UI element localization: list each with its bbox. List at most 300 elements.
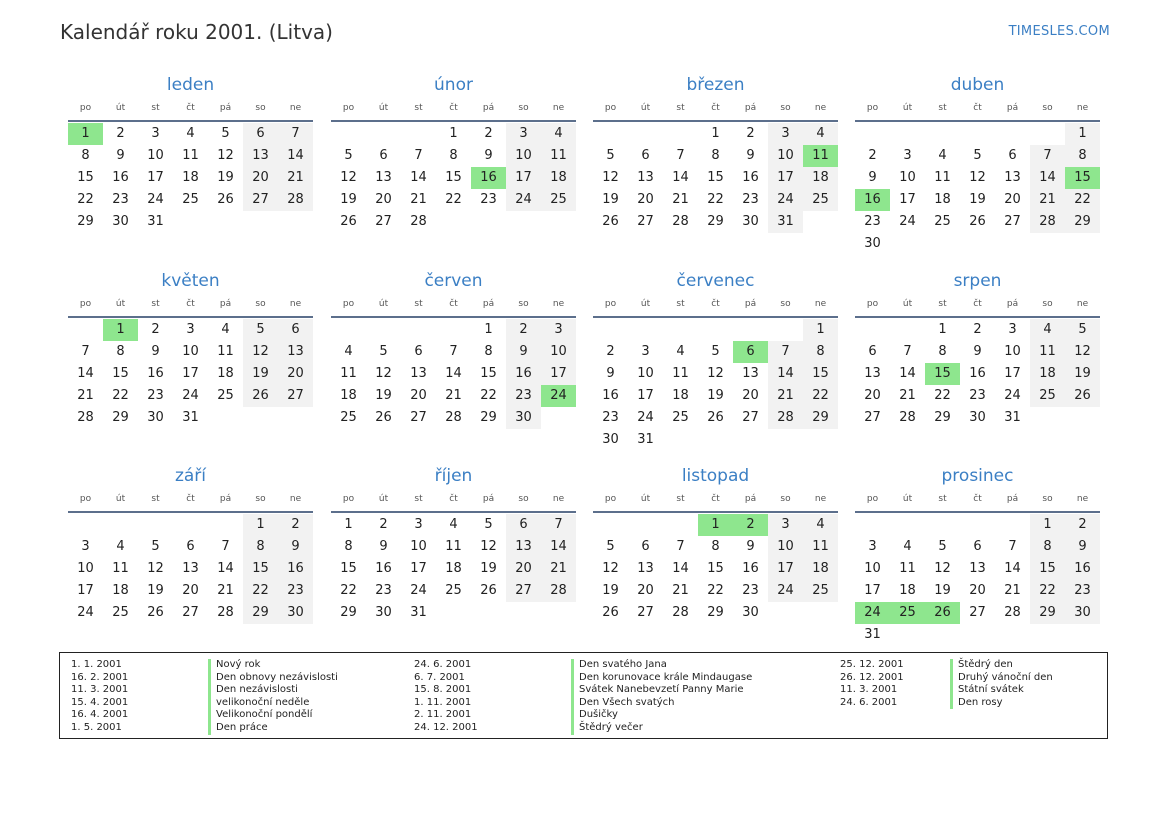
day-cell: 9 <box>746 539 755 554</box>
day-cell: 1 <box>344 517 353 532</box>
month-name: únor <box>434 75 473 95</box>
weekday-label: čt <box>449 103 458 113</box>
legend-date: 25. 12. 2001 <box>840 659 904 670</box>
day-cell: 21 <box>768 385 803 407</box>
day-cell: 23 <box>112 192 129 207</box>
day-cell: 14 <box>672 561 689 576</box>
day-cell: 27 <box>506 580 541 602</box>
weekday-label: po <box>342 494 355 504</box>
day-cell: 27 <box>182 605 199 620</box>
day-cell: 19 <box>602 192 619 207</box>
day-cell: 24 <box>506 189 541 211</box>
empty-cell <box>366 319 401 341</box>
day-cell: 21 <box>77 388 94 403</box>
day-cell: 5 <box>221 126 230 141</box>
day-cell: 11 <box>182 148 199 163</box>
day-cell: 25 <box>672 410 689 425</box>
day-cell: 18 <box>340 388 357 403</box>
weekday-header <box>593 96 838 122</box>
days-grid <box>331 514 576 624</box>
weekday-label: pá <box>219 494 232 504</box>
weekday-header <box>331 292 576 318</box>
empty-cell <box>1030 123 1065 145</box>
weekday-label: čt <box>711 103 720 113</box>
empty-cell <box>768 319 803 341</box>
legend-holiday-name: Den korunovace krále Mindaugase <box>571 672 752 685</box>
day-cell: 18 <box>803 167 838 189</box>
day-cell: 8 <box>243 536 278 558</box>
day-cell: 26 <box>602 605 619 620</box>
weekday-header <box>855 96 1100 122</box>
weekday-label: po <box>866 494 879 504</box>
day-cell: 7 <box>278 123 313 145</box>
weekday-label: so <box>518 494 529 504</box>
day-cell: 26 <box>1065 385 1100 407</box>
day-cell: 8 <box>938 344 947 359</box>
day-cell: 22 <box>243 580 278 602</box>
weekday-header <box>68 292 313 318</box>
weekday-label: čt <box>186 103 195 113</box>
day-cell: 6 <box>641 539 650 554</box>
day-cell: 11 <box>934 170 951 185</box>
day-cell: 22 <box>1030 580 1065 602</box>
day-cell: 2 <box>506 319 541 341</box>
day-cell: 6 <box>641 148 650 163</box>
day-cell: 9 <box>973 344 982 359</box>
weekday-label: ne <box>1076 299 1089 309</box>
weekday-label: so <box>255 103 266 113</box>
weekday-label: pá <box>482 494 495 504</box>
day-cell: 19 <box>147 583 164 598</box>
weekday-label: so <box>780 494 791 504</box>
day-cell: 14 <box>278 145 313 167</box>
day-cell: 28 <box>768 407 803 429</box>
day-cell: 6 <box>1008 148 1017 163</box>
day-cell: 29 <box>707 605 724 620</box>
day-cell: 22 <box>803 385 838 407</box>
day-cell: 21 <box>445 388 462 403</box>
weekday-label: čt <box>449 494 458 504</box>
day-cell: 6 <box>506 514 541 536</box>
legend-date: 6. 7. 2001 <box>414 671 465 683</box>
day-cell: 11 <box>1030 341 1065 363</box>
day-cell: 25 <box>1030 385 1065 407</box>
weekday-label: so <box>780 103 791 113</box>
weekday-label: pá <box>482 299 495 309</box>
day-cell: 7 <box>81 344 90 359</box>
day-cell: 20 <box>864 388 881 403</box>
day-cell: 7 <box>541 514 576 536</box>
weekday-label: ne <box>552 494 565 504</box>
legend-holiday-name: velikonoční neděle <box>208 697 309 710</box>
day-cell: 30 <box>147 410 164 425</box>
day-cell: 24 <box>147 192 164 207</box>
day-cell: 8 <box>484 344 493 359</box>
empty-cell <box>436 319 471 341</box>
day-cell: 9 <box>379 539 388 554</box>
day-cell: 25 <box>934 214 951 229</box>
day-cell: 14 <box>1004 561 1021 576</box>
day-cell: 17 <box>768 558 803 580</box>
month-name: duben <box>950 75 1005 95</box>
month-4 <box>855 74 1100 255</box>
day-cell: 5 <box>606 148 615 163</box>
day-cell: 23 <box>506 385 541 407</box>
day-cell: 1 <box>938 322 947 337</box>
day-cell: 5 <box>938 539 947 554</box>
legend-date: 16. 2. 2001 <box>71 671 129 683</box>
day-cell: 3 <box>414 517 423 532</box>
day-cell: 24 <box>855 602 890 624</box>
day-cell: 26 <box>340 214 357 229</box>
day-cell: 11 <box>672 366 689 381</box>
weekday-label: pá <box>1006 103 1019 113</box>
legend-holiday-name: Nový rok <box>208 659 260 672</box>
day-cell: 15 <box>243 558 278 580</box>
empty-cell <box>855 319 890 341</box>
day-cell: 2 <box>278 514 313 536</box>
days-grid <box>855 514 1100 646</box>
day-cell: 13 <box>969 561 986 576</box>
day-cell: 26 <box>602 214 619 229</box>
day-cell: 31 <box>410 605 427 620</box>
day-cell: 23 <box>147 388 164 403</box>
day-cell: 5 <box>344 148 353 163</box>
day-cell: 20 <box>637 192 654 207</box>
days-grid <box>593 319 838 451</box>
weekday-label: st <box>151 299 160 309</box>
day-cell: 4 <box>938 148 947 163</box>
day-cell: 18 <box>899 583 916 598</box>
day-cell: 12 <box>602 561 619 576</box>
empty-cell <box>103 514 138 536</box>
day-cell: 30 <box>864 236 881 251</box>
day-cell: 17 <box>864 583 881 598</box>
weekday-label: st <box>414 494 423 504</box>
day-cell: 13 <box>375 170 392 185</box>
day-cell: 3 <box>868 539 877 554</box>
empty-cell <box>925 123 960 145</box>
day-cell: 8 <box>449 148 458 163</box>
day-cell: 18 <box>182 170 199 185</box>
page-title: Kalendář roku 2001. (Litva) <box>60 20 333 44</box>
legend-date: 11. 3. 2001 <box>840 684 898 696</box>
weekday-label: so <box>1042 103 1053 113</box>
day-cell: 30 <box>1065 602 1100 624</box>
day-cell: 1 <box>243 514 278 536</box>
day-cell: 31 <box>182 410 199 425</box>
legend-date: 1. 11. 2001 <box>414 696 472 708</box>
weekday-label: po <box>604 299 617 309</box>
day-cell: 29 <box>243 602 278 624</box>
day-cell: 20 <box>375 192 392 207</box>
day-cell: 16 <box>112 170 129 185</box>
weekday-label: pá <box>1006 494 1019 504</box>
day-cell: 15 <box>340 561 357 576</box>
month-name: srpen <box>953 271 1002 291</box>
day-cell: 15 <box>707 561 724 576</box>
weekday-label: po <box>866 299 879 309</box>
legend-date: 1. 5. 2001 <box>71 722 122 733</box>
day-cell: 8 <box>1030 536 1065 558</box>
month-name: leden <box>166 75 215 95</box>
day-cell: 31 <box>864 627 881 642</box>
day-cell: 25 <box>803 580 838 602</box>
weekday-label: st <box>938 494 947 504</box>
day-cell: 24 <box>410 583 427 598</box>
day-cell: 26 <box>480 583 497 598</box>
day-cell: 30 <box>506 407 541 429</box>
month-name: listopad <box>681 466 750 486</box>
weekday-label: út <box>640 299 651 309</box>
day-cell: 28 <box>1030 211 1065 233</box>
day-cell: 12 <box>243 341 278 363</box>
weekday-label: út <box>378 494 389 504</box>
weekday-label: pá <box>219 299 232 309</box>
day-cell: 5 <box>484 517 493 532</box>
weekday-label: út <box>378 103 389 113</box>
day-cell: 16 <box>969 366 986 381</box>
month-1 <box>68 74 313 233</box>
empty-cell <box>208 514 243 536</box>
legend-holiday-name: Státní svátek <box>950 684 1024 697</box>
day-cell: 20 <box>243 167 278 189</box>
day-cell: 22 <box>1065 189 1100 211</box>
weekday-header <box>593 292 838 318</box>
day-cell: 21 <box>278 167 313 189</box>
month-5 <box>68 270 313 429</box>
day-cell: 19 <box>602 583 619 598</box>
month-name: květen <box>161 271 220 291</box>
day-cell: 16 <box>1065 558 1100 580</box>
weekday-label: so <box>1042 494 1053 504</box>
day-cell: 15 <box>1065 167 1100 189</box>
day-cell: 17 <box>637 388 654 403</box>
weekday-label: ne <box>1076 494 1089 504</box>
day-cell: 18 <box>217 366 234 381</box>
day-cell: 26 <box>243 385 278 407</box>
day-cell: 2 <box>116 126 125 141</box>
legend-date: 15. 4. 2001 <box>71 696 129 708</box>
days-grid <box>68 514 313 624</box>
day-cell: 2 <box>379 517 388 532</box>
day-cell: 21 <box>1030 189 1065 211</box>
day-cell: 30 <box>969 410 986 425</box>
day-cell: 6 <box>243 123 278 145</box>
day-cell: 7 <box>1008 539 1017 554</box>
day-cell: 29 <box>112 410 129 425</box>
day-cell: 4 <box>541 123 576 145</box>
day-cell: 16 <box>147 366 164 381</box>
day-cell: 15 <box>445 170 462 185</box>
weekday-header <box>855 292 1100 318</box>
weekday-label: st <box>151 103 160 113</box>
weekday-label: po <box>604 103 617 113</box>
day-cell: 17 <box>147 170 164 185</box>
day-cell: 4 <box>344 344 353 359</box>
day-cell: 10 <box>410 539 427 554</box>
day-cell: 15 <box>112 366 129 381</box>
day-cell: 20 <box>742 388 759 403</box>
weekday-label: st <box>414 299 423 309</box>
day-cell: 22 <box>707 192 724 207</box>
brand-link[interactable]: TIMESLES.COM <box>1008 24 1110 39</box>
month-7 <box>593 270 838 451</box>
day-cell: 5 <box>973 148 982 163</box>
day-cell: 10 <box>541 341 576 363</box>
weekday-label: čt <box>186 494 195 504</box>
weekday-label: st <box>676 103 685 113</box>
empty-cell <box>628 514 663 536</box>
day-cell: 5 <box>606 539 615 554</box>
day-cell: 20 <box>278 363 313 385</box>
day-cell: 6 <box>414 344 423 359</box>
day-cell: 9 <box>278 536 313 558</box>
day-cell: 1 <box>1030 514 1065 536</box>
day-cell: 14 <box>672 170 689 185</box>
empty-cell <box>698 319 733 341</box>
empty-cell <box>663 123 698 145</box>
day-cell: 12 <box>969 170 986 185</box>
day-cell: 2 <box>733 514 768 536</box>
day-cell: 1 <box>803 319 838 341</box>
month-2 <box>331 74 576 233</box>
day-cell: 25 <box>890 602 925 624</box>
day-cell: 4 <box>803 514 838 536</box>
day-cell: 11 <box>803 536 838 558</box>
day-cell: 18 <box>112 583 129 598</box>
weekday-label: ne <box>814 103 827 113</box>
day-cell: 4 <box>803 123 838 145</box>
legend-holiday-name: Den nezávislosti <box>208 684 298 697</box>
days-grid <box>593 123 838 233</box>
days-grid <box>331 123 576 233</box>
legend-holiday-name: Den rosy <box>950 697 1003 710</box>
weekday-label: st <box>151 494 160 504</box>
day-cell: 8 <box>81 148 90 163</box>
day-cell: 26 <box>969 214 986 229</box>
day-cell: 19 <box>480 561 497 576</box>
weekday-label: út <box>902 299 913 309</box>
day-cell: 23 <box>742 583 759 598</box>
day-cell: 1 <box>449 126 458 141</box>
day-cell: 30 <box>742 605 759 620</box>
day-cell: 22 <box>707 583 724 598</box>
day-cell: 12 <box>1065 341 1100 363</box>
day-cell: 16 <box>278 558 313 580</box>
day-cell: 14 <box>410 170 427 185</box>
day-cell: 18 <box>445 561 462 576</box>
day-cell: 14 <box>217 561 234 576</box>
day-cell: 14 <box>1030 167 1065 189</box>
month-11 <box>593 465 838 624</box>
day-cell: 3 <box>81 539 90 554</box>
empty-cell <box>593 319 628 341</box>
weekday-header <box>855 487 1100 513</box>
day-cell: 8 <box>1065 145 1100 167</box>
day-cell: 13 <box>637 561 654 576</box>
day-cell: 21 <box>410 192 427 207</box>
day-cell: 27 <box>243 189 278 211</box>
legend-date: 24. 12. 2001 <box>414 722 478 733</box>
day-cell: 15 <box>707 170 724 185</box>
legend-date: 15. 8. 2001 <box>414 684 472 696</box>
day-cell: 28 <box>278 189 313 211</box>
day-cell: 14 <box>899 366 916 381</box>
day-cell: 16 <box>375 561 392 576</box>
day-cell: 5 <box>151 539 160 554</box>
day-cell: 10 <box>506 145 541 167</box>
day-cell: 23 <box>278 580 313 602</box>
days-grid <box>855 123 1100 255</box>
day-cell: 9 <box>868 170 877 185</box>
day-cell: 25 <box>445 583 462 598</box>
day-cell: 9 <box>116 148 125 163</box>
day-cell: 1 <box>698 514 733 536</box>
month-name: březen <box>686 75 745 95</box>
day-cell: 6 <box>973 539 982 554</box>
day-cell: 2 <box>746 126 755 141</box>
empty-cell <box>890 123 925 145</box>
day-cell: 7 <box>1030 145 1065 167</box>
day-cell: 22 <box>934 388 951 403</box>
day-cell: 9 <box>1065 536 1100 558</box>
day-cell: 3 <box>768 514 803 536</box>
day-cell: 24 <box>77 605 94 620</box>
empty-cell <box>331 123 366 145</box>
month-10 <box>331 465 576 624</box>
legend-date: 16. 4. 2001 <box>71 709 129 721</box>
day-cell: 5 <box>1065 319 1100 341</box>
day-cell: 29 <box>1065 211 1100 233</box>
day-cell: 24 <box>768 189 803 211</box>
day-cell: 26 <box>925 602 960 624</box>
day-cell: 26 <box>375 410 392 425</box>
weekday-label: út <box>640 494 651 504</box>
day-cell: 2 <box>868 148 877 163</box>
weekday-label: út <box>378 299 389 309</box>
day-cell: 27 <box>637 214 654 229</box>
weekday-label: so <box>518 103 529 113</box>
day-cell: 16 <box>855 189 890 211</box>
legend-holiday-name: Druhý vánoční den <box>950 672 1053 685</box>
day-cell: 1 <box>484 322 493 337</box>
day-cell: 3 <box>506 123 541 145</box>
weekday-label: ne <box>289 103 302 113</box>
day-cell: 28 <box>672 605 689 620</box>
day-cell: 4 <box>1030 319 1065 341</box>
day-cell: 18 <box>1030 363 1065 385</box>
weekday-label: pá <box>744 299 757 309</box>
weekday-label: čt <box>186 299 195 309</box>
day-cell: 29 <box>1030 602 1065 624</box>
day-cell: 7 <box>449 344 458 359</box>
day-cell: 21 <box>541 558 576 580</box>
day-cell: 3 <box>641 344 650 359</box>
day-cell: 6 <box>186 539 195 554</box>
day-cell: 8 <box>116 344 125 359</box>
day-cell: 27 <box>410 410 427 425</box>
empty-cell <box>855 514 890 536</box>
day-cell: 27 <box>742 410 759 425</box>
weekday-label: pá <box>219 103 232 113</box>
empty-cell <box>68 319 103 341</box>
holiday-legend <box>59 652 1108 739</box>
day-cell: 6 <box>868 344 877 359</box>
days-grid <box>68 123 313 233</box>
weekday-label: út <box>902 494 913 504</box>
day-cell: 3 <box>768 123 803 145</box>
